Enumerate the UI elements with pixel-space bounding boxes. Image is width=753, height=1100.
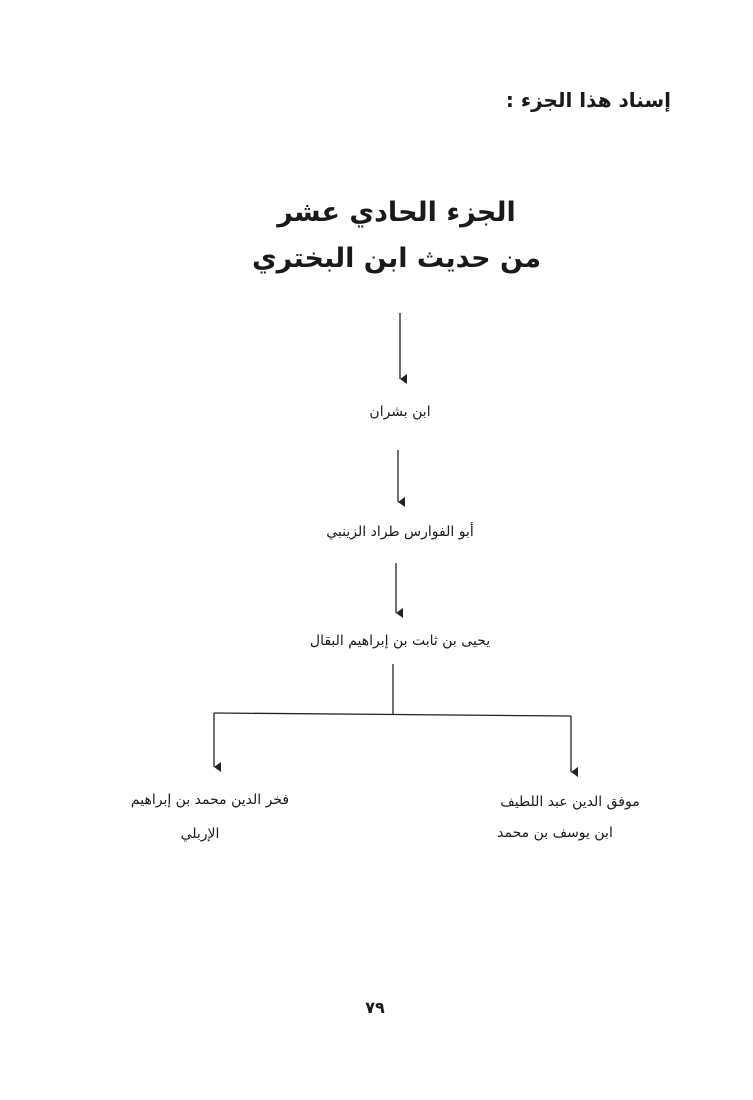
page-number: ٧٩	[365, 998, 385, 1017]
node-fakhr-line-2: الإربلي	[180, 826, 220, 842]
node-muwaffaq-line-1: موفق الدين عبد اللطيف	[500, 794, 640, 810]
node-yahya-ibn-thabit: يحيى بن ثابت بن إبراهيم البقال	[309, 633, 491, 649]
section-heading: إسناد هذا الجزء :	[505, 88, 671, 112]
node-fakhr-line-1: فخر الدين محمد بن إبراهيم	[130, 792, 290, 808]
node-ibn-bishran: ابن بشران	[369, 404, 431, 420]
node-abu-al-fawaris: أبو الفوارس طراد الزينبي	[326, 524, 474, 540]
book-title-line-1: الجزء الحادي عشر	[277, 197, 516, 228]
node-muwaffaq-line-2: ابن يوسف بن محمد	[497, 825, 613, 841]
book-title-line-2: من حديث ابن البختري	[251, 243, 542, 274]
